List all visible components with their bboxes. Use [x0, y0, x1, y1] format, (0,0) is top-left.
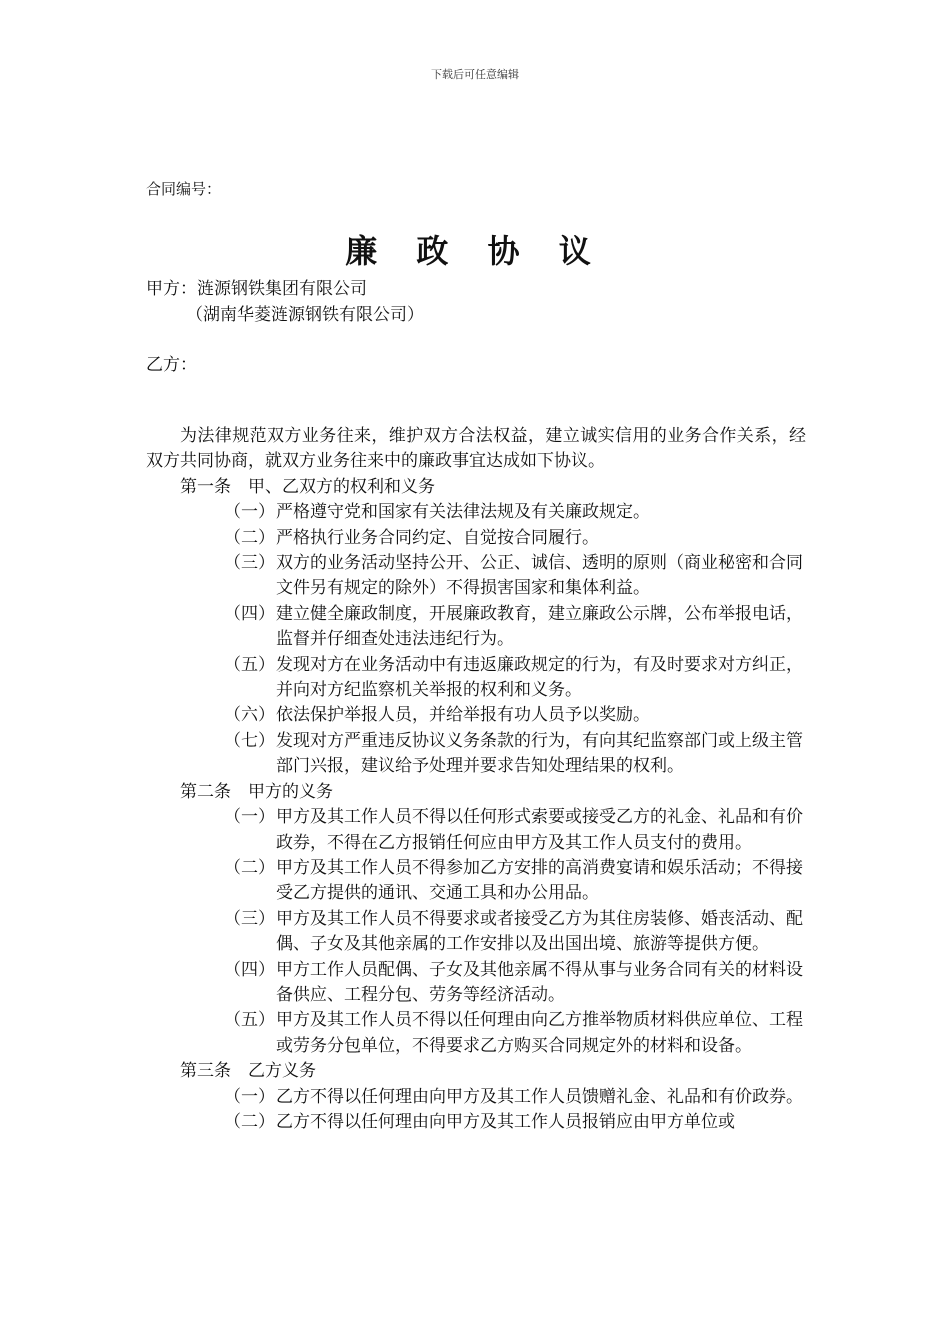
clause-text: 甲方工作人员配偶、子女及其他亲属不得从事与业务合同有关的材料设备供应、工程分包、劳务等经济活动。	[276, 959, 803, 1005]
intro-paragraph: 为法律规范双方业务往来，维护双方合法权益，建立诚实信用的业务合作关系，经双方共同协商，就双方业务往来中的廉政事宜达成如下协议。	[146, 426, 806, 472]
clause-number: （三）	[224, 908, 275, 929]
party-a: 甲方：涟源钢铁集团有限公司	[146, 279, 367, 299]
article-heading: 第三条 乙方义务	[180, 1061, 316, 1082]
clause-number: （一）	[224, 502, 275, 523]
clause-item	[224, 856, 806, 907]
article-heading: 第二条 甲方的义务	[180, 781, 333, 802]
clause-text: 发现对方严重违反协议义务条款的行为，有向其纪监察部门或上级主管部门兴报，建议给予处理并要求告知处理结果的权利。	[276, 730, 803, 777]
clause-item	[224, 729, 806, 780]
clause-item	[224, 805, 806, 856]
clause-item	[224, 602, 806, 653]
clause-text: 发现对方在业务活动中有违返廉政规定的行为，有及时要求对方纠正，并向对方纪监察机关举报的权利和义务。	[276, 654, 803, 701]
clause-item	[224, 907, 806, 958]
clause-number: （七）	[224, 730, 275, 751]
clause-number: （一）	[224, 1086, 275, 1107]
clause-text: 甲方及其工作人员不得要求或者接受乙方为其住房装修、婚丧活动、配偶、子女及其他亲属的工作安排以及出国出境、旅游等提供方便。	[276, 908, 803, 955]
clause-item	[224, 1008, 806, 1059]
clause-text: 严格执行业务合同约定、自觉按合同履行。	[276, 527, 599, 548]
clause-item	[224, 653, 806, 704]
party-b: 乙方：	[146, 355, 197, 375]
clause-item	[224, 958, 806, 1009]
clause-text: 甲方及其工作人员不得以任何理由向乙方推举物质材料供应单位、工程或劳务分包单位，不得要求乙方购买合同规定外的材料和设备。	[276, 1010, 803, 1056]
clause-text: 建立健全廉政制度，开展廉政教育，建立廉政公示牌，公布举报电话，监督并仔细查处违法违纪行为。	[276, 603, 803, 650]
clause-number: （四）	[224, 603, 275, 624]
clause-item	[224, 1110, 806, 1135]
articles	[146, 475, 806, 1136]
clause-text: 乙方不得以任何理由向甲方及其工作人员馈赠礼金、礼品和有价政券。	[276, 1086, 803, 1107]
article-heading: 第一条 甲、乙双方的权利和义务	[180, 476, 435, 497]
clause-number: （五）	[224, 1010, 275, 1031]
clause-text: 乙方不得以任何理由向甲方及其工作人员报销应由甲方单位或	[276, 1111, 735, 1132]
clause-item	[224, 526, 806, 551]
clause-number: （二）	[224, 857, 275, 878]
clause-text: 严格遵守党和国家有关法律法规及有关廉政规定。	[276, 502, 650, 523]
clause-item	[224, 1085, 806, 1110]
clause-item	[224, 551, 806, 602]
clause-number: （四）	[224, 959, 275, 980]
clause-text: 双方的业务活动坚持公开、公正、诚信、透明的原则（商业秘密和合同文件另有规定的除外）不得损害国家和集体利益。	[276, 553, 803, 599]
clause-item	[224, 500, 806, 525]
party-a-subtitle: （湖南华菱涟源钢铁有限公司）	[186, 305, 424, 325]
clause-number: （二）	[224, 1111, 275, 1132]
clause-number: （一）	[224, 807, 275, 828]
contract-number-label: 合同编号：	[146, 180, 222, 198]
document-title: 廉 政 协 议	[345, 232, 605, 270]
clause-number: （三）	[224, 553, 275, 574]
clause-text: 依法保护举报人员，并给举报有功人员予以奖励。	[276, 705, 650, 726]
clause-text: 甲方及其工作人员不得以任何形式索要或接受乙方的礼金、礼品和有价政券，不得在乙方报销任何应由甲方及其工作人员支付的费用。	[276, 807, 803, 853]
clause-number: （二）	[224, 527, 275, 548]
clause-text: 甲方及其工作人员不得参加乙方安排的高消费宴请和娱乐活动；不得接受乙方提供的通讯、交通工具和办公用品。	[276, 857, 803, 904]
clause-number: （五）	[224, 654, 275, 675]
clause-item	[224, 703, 806, 728]
header-note: 下载后可任意编辑	[431, 68, 519, 81]
clause-number: （六）	[224, 705, 275, 726]
agreement-body	[146, 424, 806, 1135]
